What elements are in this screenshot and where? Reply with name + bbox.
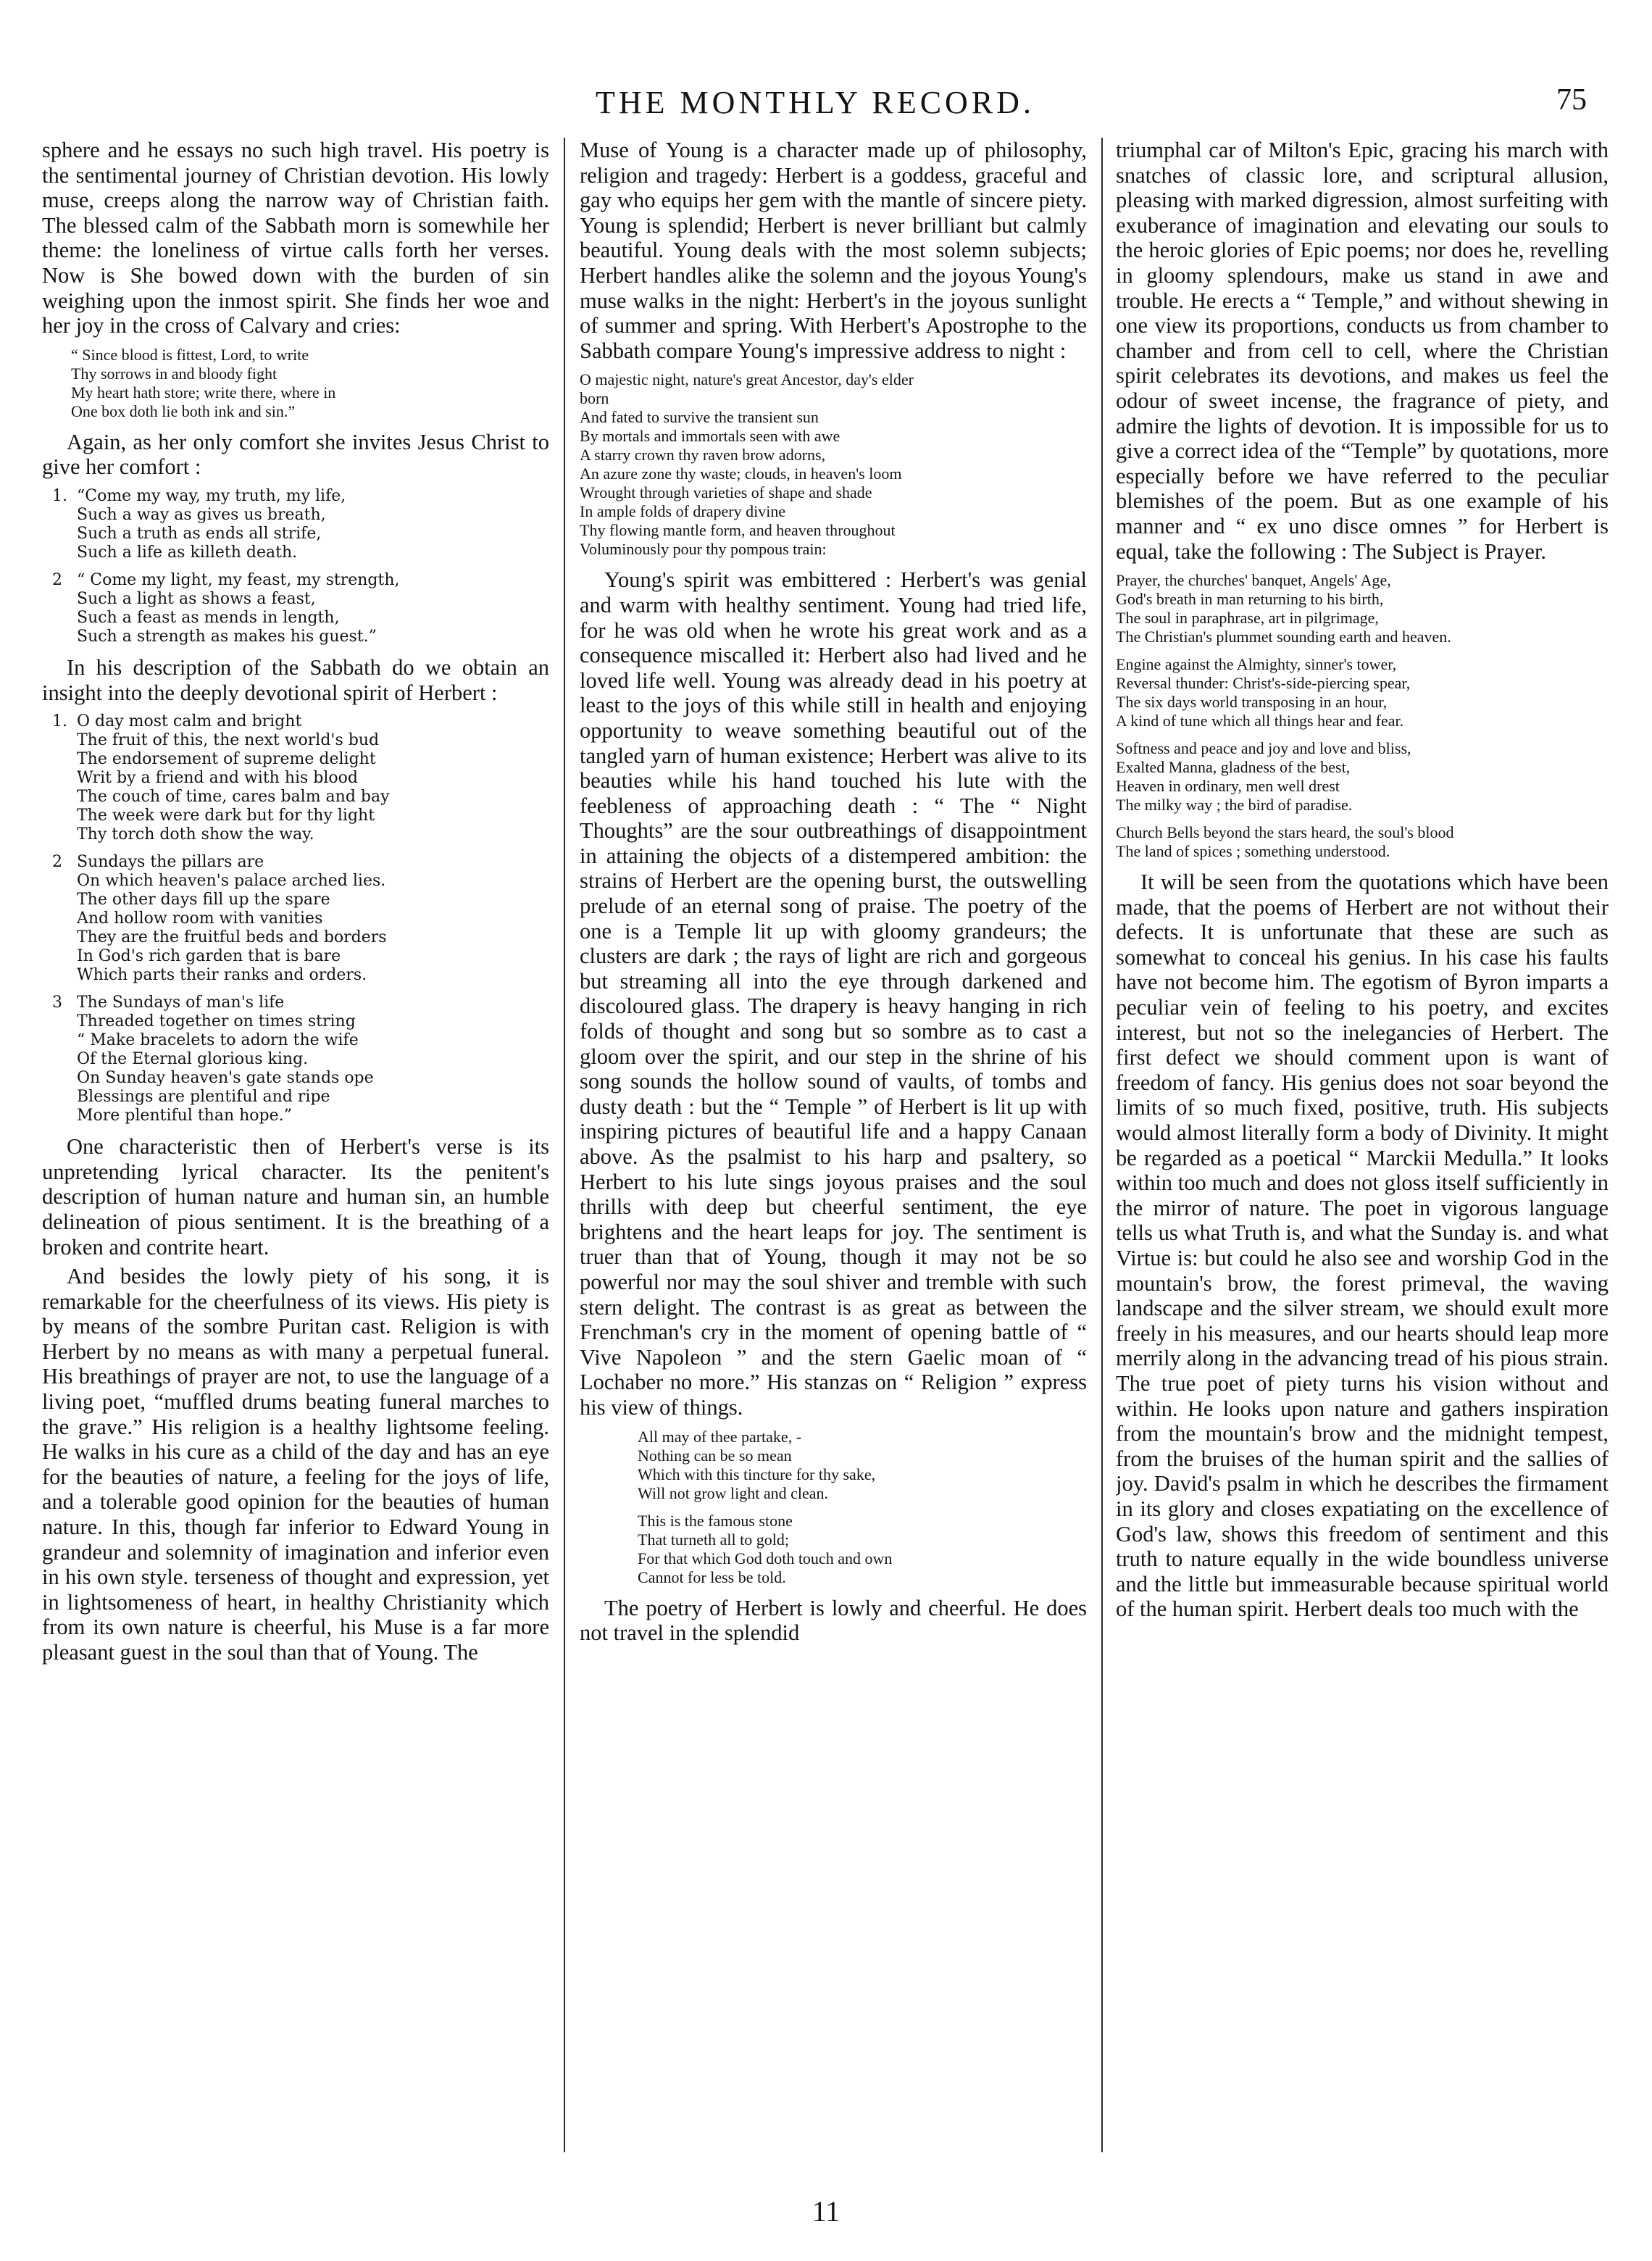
paragraph: One characteristic then of Herbert's verse is its unpretending lyrical character. Its the penitent's description of human nature and human sin, an humble delineation of pious sentiment. It is the breathing of a broken and contrite heart.: [42, 1134, 549, 1259]
verse-line: One box doth lie both ink and sin.”: [71, 401, 296, 420]
verse-line: Writ by a friend and with his blood: [77, 769, 358, 788]
stanza-number: 2: [52, 570, 62, 589]
verse-line: God's breath in man returning to his birth,: [1116, 590, 1384, 609]
verse-line: Sundays the pillars are: [77, 853, 264, 872]
verse-line: Engine against the Almighty, sinner's tower,: [1116, 655, 1397, 674]
verse-line: Such a feast as mends in length,: [77, 608, 340, 627]
paragraph: Muse of Young is a character made up of philosophy, religion and tragedy: Herbert is a goddess, graceful and gay who equips her gem with the mantle of sincere piety. Young is splendid; Herbert is never brilliant but calmly beautiful. Young deals with the most solemn subjects; Herbert handles alike the solemn and the joyous Young's muse walks in the night: Herbert's in the joyous sunlight of summer and spring. With Herbert's Apostrophe to the Sabbath compare Young's impressive address to night :: [580, 138, 1087, 363]
verse-line: And fated to survive the transient sun: [580, 408, 819, 427]
verse-line: All may of thee partake, -: [638, 1427, 802, 1446]
stanza-number: 1.: [52, 712, 67, 731]
verse-quote: [580, 1512, 1087, 1587]
verse-line: Which with this tincture for thy sake,: [638, 1465, 876, 1483]
verse-line: On which heaven's palace arched lies.: [77, 872, 386, 891]
page-number: 75: [1556, 83, 1587, 117]
paragraph: Young's spirit was embittered : Herbert's was genial and warm with healthy sentiment. Young had tried life, for he was old when he wrote his great work and as a consequence miscalled it: Herbert also had lived and he loved life well. Young was already dead in his poetry at least to the joys of this while still in health and enjoying opportunity to weave something beautiful out of the tangled yarn of human existence; Herbert was alive to its beauties while his hand touched his lute with the feebleness of approaching death : “ The “ Night Thoughts” are the sour outbreathings of disappointment in attaining the objects of a distempered ambition: the strains of Herbert are the opening burst, the outswelling prelude of an eternal song of praise. The poetry of the one is a Temple lit up with gloomy grandeurs; the clusters are dark ; the rays of light are rich and gorgeous but streaming all into the eye through darkened and discoloured glass. The drapery is heavy hanging in rich folds of thought and song but so sombre as to cast a gloom over the spirit, and our step in the shrine of his song sounds the hollow sound of vaults, of tombs and dusty death : but the “ Temple ” of Herbert is lit up with inspiring pictures of beautiful life and a happy Canaan above. As the psalmist to his harp and psaltery, so Herbert to his lute sings joyous praises and the soul thrills with deep but cheerful sentiment, the eye brightens and the heart leaps for joy. The sentiment is truer than that of Young, though it may not be so powerful nor may the soul shiver and tremble with such stern delight. The contrast is as great as between the Frenchman's cry in the moment of opening battle of “ Vive Napoleon ” and the stern Gaelic moan of “ Lochaber no more.” His stanzas on “ Religion ” express his view of things.: [580, 567, 1087, 1420]
verse-line: Exalted Manna, gladness of the best,: [1116, 758, 1351, 777]
verse-quote: [42, 346, 549, 421]
verse-line: More plentiful than hope.”: [77, 1107, 292, 1125]
verse-line: In God's rich garden that is bare: [77, 947, 341, 966]
verse-quote: [1116, 655, 1609, 730]
verse-quote: [1116, 739, 1609, 815]
verse-line: For that which God doth touch and own: [638, 1549, 893, 1567]
stanza-number: 3: [52, 994, 62, 1012]
verse-line: “ Come my light, my feast, my strength,: [77, 570, 400, 589]
verse-line: A kind of tune which all things hear and fear.: [1116, 712, 1404, 730]
verse-line: The six days world transposing in an hour,: [1116, 693, 1388, 712]
column-2: [580, 138, 1087, 2145]
stanza-lines: [77, 994, 374, 1125]
verse-line: By mortals and immortals seen with awe: [580, 427, 840, 446]
verse-line: The couch of time, cares balm and bay: [77, 788, 390, 807]
paragraph: triumphal car of Milton's Epic, gracing his march with snatches of classic lore, and scriptural allusion, pleasing with marked digression, almost surfeiting with exuberance of imagination and elevating our souls to the heroic glories of Epic poems; nor does he, revelling in gloomy splendours, make us stand in awe and trouble. He erects a “ Temple,” and without shewing in one view its proportions, conducts us from chamber to chamber and from cell to cell, where the Christian spirit celebrates its devotions, and makes us feel the odour of sweet incense, the fragrance of piety, and admire the lights of devotion. It is impossible for us to give a correct idea of the “Temple” by quotations, more especially before we have referred to the peculiar blemishes of the poem. But as one example of his manner and “ ex uno disce omnes ” for Herbert is equal, take the following : The Subject is Prayer.: [1116, 138, 1609, 564]
verse-line: Voluminously pour thy pompous train:: [580, 540, 827, 559]
verse-line: Will not grow light and clean.: [638, 1483, 829, 1502]
verse-stanza: [42, 994, 549, 1125]
verse-line: Threaded together on times string: [77, 1012, 356, 1031]
stanza-lines: [77, 853, 387, 985]
verse-line: This is the famous stone: [638, 1511, 793, 1530]
verse-line: Reversal thunder: Christ's-side-piercing spear,: [1116, 674, 1411, 693]
signature-mark: 11: [812, 2195, 840, 2228]
verse-line: O day most calm and bright: [77, 712, 302, 731]
running-header: [43, 78, 1587, 129]
verse-line: Such a truth as ends all strife,: [77, 524, 322, 543]
verse-line: born: [580, 389, 609, 408]
verse-line: An azure zone thy waste; clouds, in heaven's loom: [580, 465, 902, 483]
verse-stanza: [42, 712, 549, 844]
verse-line: The milky way ; the bird of paradise.: [1116, 796, 1353, 815]
verse-quote: [580, 370, 1087, 559]
paragraph: Again, as her only comfort she invites Jesus Christ to give her comfort :: [42, 429, 549, 480]
verse-line: Such a strength as makes his guest.”: [77, 627, 377, 646]
verse-line: The Sundays of man's life: [77, 994, 285, 1012]
paragraph: In his description of the Sabbath do we obtain an insight into the deeply devotional spirit of Herbert :: [42, 654, 549, 705]
stanza-lines: [77, 712, 390, 844]
verse-line: Blessings are plentiful and ripe: [77, 1088, 330, 1107]
verse-stanza: [42, 571, 549, 646]
paragraph: And besides the lowly piety of his song, it is remarkable for the cheerfulness of its views. His piety is by means of the sombre Puritan cast. Religion is with Herbert by no means as with many a perpetual funeral. His breathings of prayer are not, to use the language of a living poet, “muffled drums beating funeral marches to the grave.” His religion is a healthy lightsome feeling. He walks in his cure as a child of the day and has an eye for the beauties of nature, a feeling for the joys of life, and a tolerable good opinion for the beauties of human nature. In this, though far inferior to Edward Young in grandeur and solemnity of imagination and inferior even in his own style. terseness of thought and expression, yet in lightsomeness of heart, in healthy Christianity which from its own nature is cheerful, his Muse is a far more pleasant guest in the soul than that of Young. The: [42, 1264, 549, 1665]
verse-line: Cannot for less be told.: [638, 1567, 786, 1586]
column-rule-left: [564, 138, 565, 2152]
verse-line: The fruit of this, the next world's bud: [77, 731, 380, 750]
verse-line: Such a way as gives us breath,: [77, 505, 326, 524]
verse-line: The Christian's plummet sounding earth and heaven.: [1116, 628, 1451, 646]
verse-line: The endorsement of supreme delight: [77, 750, 376, 769]
journal-title: THE MONTHLY RECORD.: [596, 85, 1035, 120]
verse-line: Softness and peace and joy and love and bliss,: [1116, 739, 1411, 758]
column-1: [42, 138, 549, 2145]
verse-line: O majestic night, nature's great Ancestor, day's elder: [580, 370, 914, 389]
verse-line: Of the Eternal glorious king.: [77, 1050, 309, 1069]
stanza-lines: [77, 571, 400, 646]
verse-line: “Come my way, my truth, my life,: [77, 486, 346, 505]
verse-quote: [1116, 571, 1609, 646]
verse-line: A starry crown thy raven brow adorns,: [580, 446, 826, 465]
verse-line: The other days fill up the spare: [77, 891, 330, 909]
verse-line: “ Since blood is fittest, Lord, to write: [71, 345, 309, 364]
verse-line: Church Bells beyond the stars heard, the soul's blood: [1116, 823, 1454, 842]
verse-line: My heart hath store; write there, where in: [71, 383, 336, 401]
column-rule-right: [1101, 138, 1103, 2152]
verse-line: And hollow room with vanities: [77, 909, 323, 928]
verse-line: The week were dark but for thy light: [77, 807, 375, 825]
verse-quote: [1116, 823, 1609, 861]
stanza-number: 2: [52, 853, 62, 872]
paragraph: The poetry of Herbert is lowly and cheerful. He does not travel in the splendid: [580, 1595, 1087, 1646]
verse-line: “ Make bracelets to adorn the wife: [77, 1031, 359, 1050]
verse-stanza: [42, 853, 549, 985]
verse-quote: [580, 1428, 1087, 1503]
verse-line: The land of spices ; something understood.: [1116, 842, 1390, 861]
verse-line: The soul in paraphrase, art in pilgrimage,: [1116, 609, 1379, 628]
verse-line: In ample folds of drapery divine: [580, 502, 786, 521]
stanza-number: 1.: [52, 486, 67, 505]
verse-stanza: [42, 487, 549, 562]
paragraph: sphere and he essays no such high travel. His poetry is the sentimental journey of Christian devotion. His lowly muse, creeps along the narrow way of Christian faith. The blessed calm of the Sabbath morn is somewhile her theme: the loneliness of virtue calls forth her verses. Now is She bowed down with the burden of sin weighing upon the inmost spirit. She finds her woe and her joy in the cross of Calvary and cries:: [42, 138, 549, 338]
stanza-lines: [77, 487, 346, 562]
verse-line: They are the fruitful beds and borders: [77, 928, 387, 947]
verse-line: Heaven in ordinary, men well drest: [1116, 777, 1340, 796]
verse-line: Wrought through varieties of shape and shade: [580, 483, 872, 502]
verse-line: Nothing can be so mean: [638, 1446, 792, 1465]
column-3: [1116, 138, 1609, 2145]
verse-line: Thy torch doth show the way.: [77, 825, 314, 844]
verse-line: Such a life as killeth death.: [77, 543, 298, 562]
verse-line: Thy flowing mantle form, and heaven throughout: [580, 521, 896, 540]
verse-line: Prayer, the churches' banquet, Angels' Age,: [1116, 571, 1391, 590]
verse-line: That turneth all to gold;: [638, 1530, 789, 1549]
paragraph: It will be seen from the quotations which have been made, that the poems of Herbert are not without their defects. It is unfortunate that these are such as somewhat to conceal his genius. In his case his faults have not become him. The egotism of Byron imparts a peculiar vein of feeling to his poetry, and excites interest, but not so the inelegancies of Herbert. The first defect we should comment upon is want of freedom of fancy. His genius does not soar beyond the limits of so much fixed, positive, truth. His subjects would almost literally form a body of Divinity. It might be regarded as a poetical “ Marckii Medulla.” It looks within too much and does not gloss itself sufficiently in the mirror of nature. The poet in vigorous language tells us what Truth is, and what the Sunday is. and what Virtue is: but could he also see and worship God in the mountain's brow, the forest primeval, the waving landscape and the silver stream, we should exult more freely in his measures, and our hearts should leap more merrily along in the advancing tread of his pious strain. The true poet of piety turns his vision without and within. He looks upon nature and gathers inspiration from the mountain's brow and the midnight tempest, from the bruises of the human spirit and the sallies of joy. David's psalm in which he describes the firmament in its glory and closes expatiating on the excellence of God's law, shows this freedom of sentiment and this truth to nature equally in the wide boundless universe and the little but immeasurable because spiritual world of the human spirit. Herbert deals too much with the: [1116, 870, 1609, 1622]
verse-line: Such a light as shows a feast,: [77, 589, 316, 608]
verse-line: Which parts their ranks and orders.: [77, 966, 367, 985]
verse-line: Thy sorrows in and bloody fight: [71, 364, 278, 383]
verse-line: On Sunday heaven's gate stands ope: [77, 1069, 374, 1088]
